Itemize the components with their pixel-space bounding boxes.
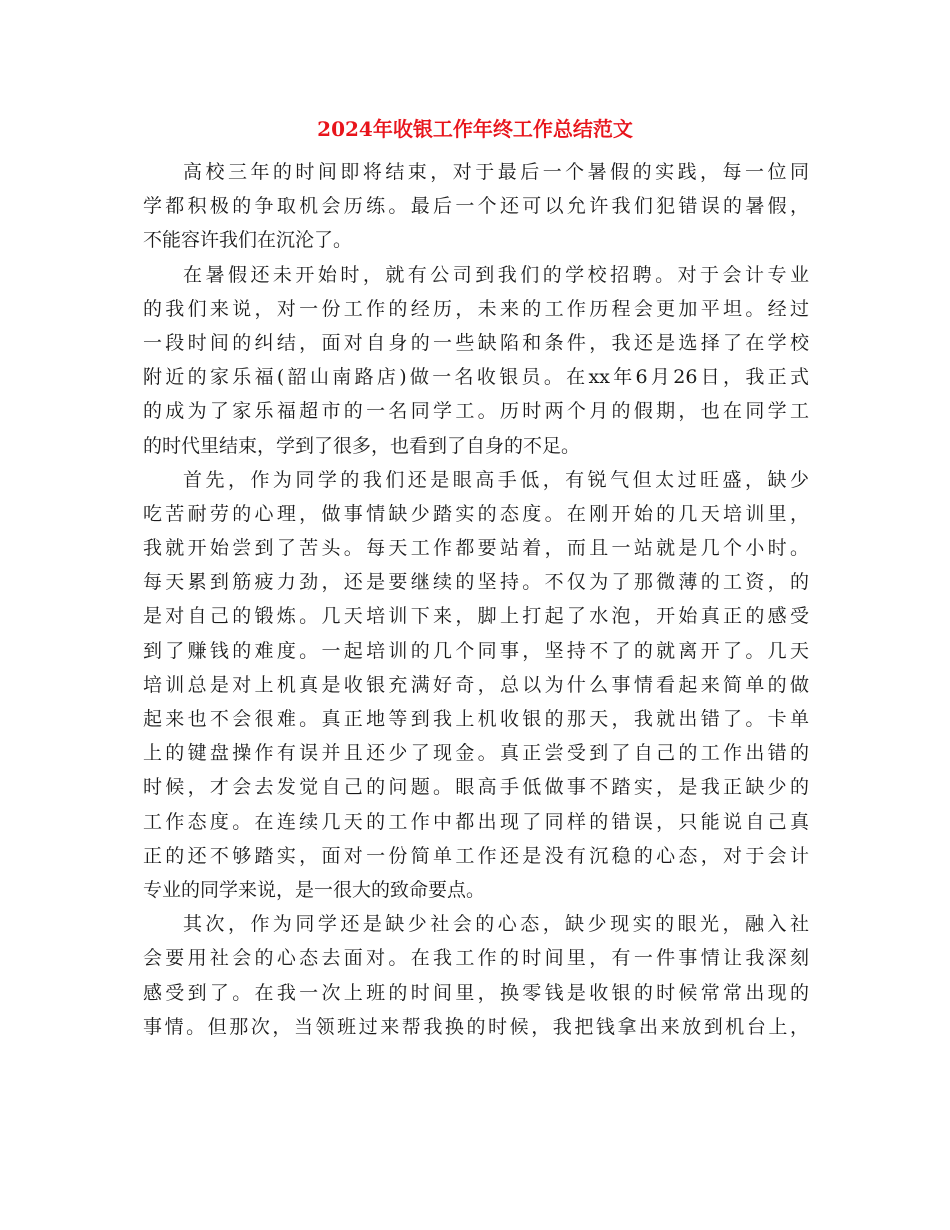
document-body [143, 155, 809, 1044]
text-line: 学都积极的争取机会历练。最后一个还可以允许我们犯错误的暑假， [143, 195, 809, 218]
text-line: 时候，才会去发觉自己的问题。眼高手低做事不踏实，是我正缺少的 [143, 776, 809, 799]
text-line: 的时代里结束，学到了很多，也看到了自身的不足。 [143, 434, 581, 457]
text-line: 会要用社会的心态去面对。在我工作的时间里，有一件事情让我深刻 [143, 947, 809, 970]
text-line: 其次，作为同学还是缺少社会的心态，缺少现实的眼光，融入社 [183, 913, 809, 936]
text-line: 的成为了家乐福超市的一名同学工。历时两个月的假期，也在同学工 [143, 400, 809, 423]
text-line: 起来也不会很难。真正地等到我上机收银的那天，我就出错了。卡单 [143, 708, 809, 730]
text-line: 一段时间的纠结，面对自身的一些缺陷和条件，我还是选择了在学校 [143, 331, 809, 354]
text-line: 我就开始尝到了苦头。每天工作都要站着，而且一站就是几个小时。 [143, 537, 809, 560]
text-line: 培训总是对上机真是收银充满好奇，总以为什么事情看起来简单的做 [143, 673, 809, 696]
text-line: 事情。但那次，当领班过来帮我换的时候，我把钱拿出来放到机台上， [143, 1015, 809, 1038]
text-line: 不能容许我们在沉沦了。 [143, 229, 353, 252]
text-line: 到了赚钱的难度。一起培训的几个同事，坚持不了的就离开了。几天 [143, 639, 809, 662]
text-line: 的我们来说，对一份工作的经历，未来的工作历程会更加平坦。经过 [143, 297, 809, 320]
document-title: 2024年收银工作年终工作总结范文 [317, 117, 633, 141]
paragraph [143, 258, 809, 463]
text-line: 首先，作为同学的我们还是眼高手低，有锐气但太过旺盛，缺少 [183, 468, 809, 491]
text-line: 在暑假还未开始时，就有公司到我们的学校招聘。对于会计专业 [183, 263, 809, 286]
text-line: 吃苦耐劳的心理，做事情缺少踏实的态度。在刚开始的几天培训里， [143, 502, 809, 525]
text-line: 专业的同学来说，是一很大的致命要点。 [143, 878, 486, 901]
text-line: 每天累到筋疲力劲，还是要继续的坚持。不仅为了那微薄的工资，的 [143, 571, 809, 594]
text-line: 感受到了。在我一次上班的时间里，换零钱是收银的时候常常出现的 [143, 981, 809, 1004]
text-line: 是对自己的锻炼。几天培训下来，脚上打起了水泡，开始真正的感受 [143, 605, 809, 628]
text-line: 高校三年的时间即将结束，对于最后一个暑假的实践，每一位同 [183, 161, 809, 183]
paragraph [143, 155, 809, 258]
text-line: 上的键盘操作有误并且还少了现金。真正尝受到了自己的工作出错的 [143, 742, 809, 765]
paragraph [143, 463, 809, 907]
text-line: 工作态度。在连续几天的工作中都出现了同样的错误，只能说自己真 [143, 810, 809, 833]
text-line: 附近的家乐福(韶山南路店)做一名收银员。在xx年6月26日，我正式 [143, 366, 809, 389]
paragraph [143, 907, 809, 1044]
text-line: 正的还不够踏实，面对一份简单工作还是没有沉稳的心态，对于会计 [143, 844, 809, 867]
